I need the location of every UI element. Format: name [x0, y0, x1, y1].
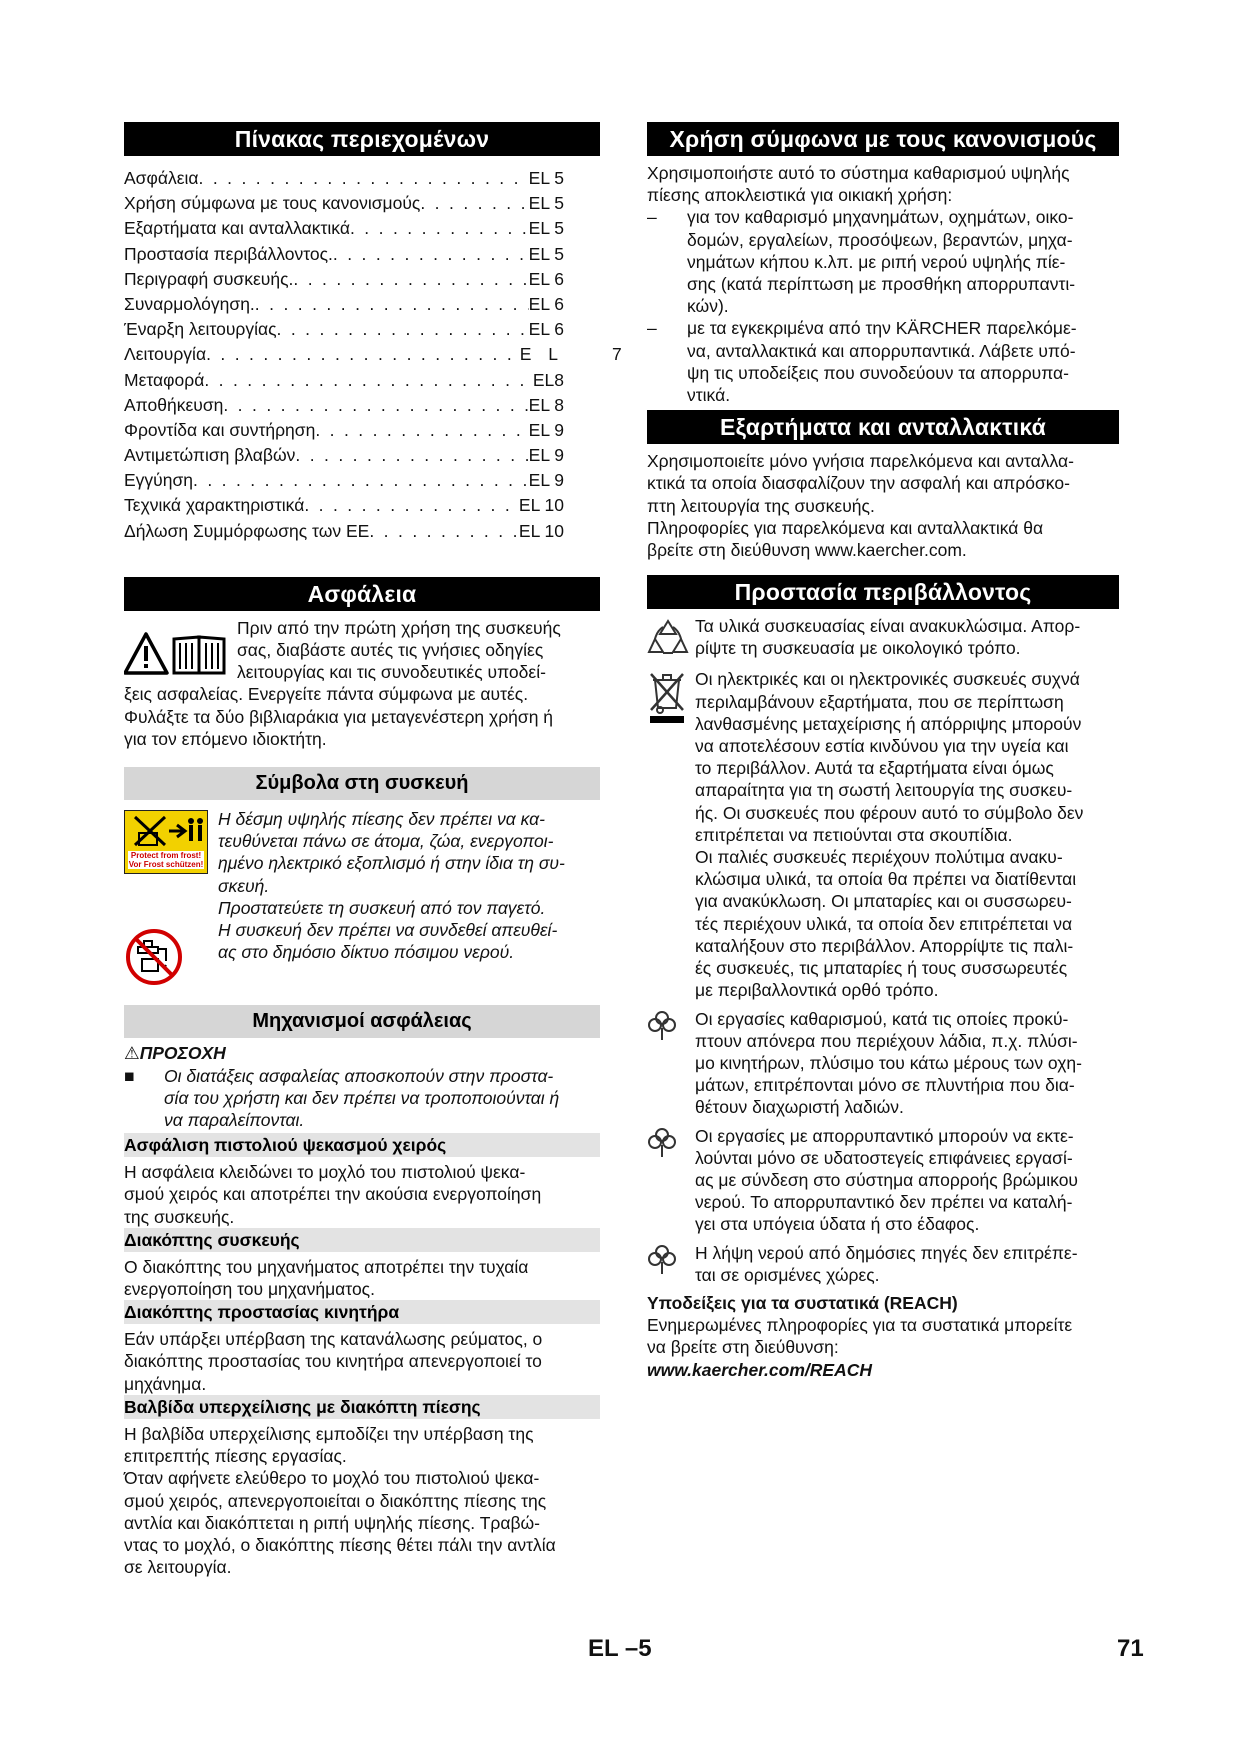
reach-title: Υποδείξεις για τα συστατικά (REACH)	[647, 1292, 958, 1313]
toc-page: EL 6	[528, 319, 564, 340]
symbols-section	[124, 808, 600, 963]
frost-label: Vor Frost schützen!	[128, 860, 204, 870]
toc-leader	[295, 443, 528, 468]
body-line: ντας το μοχλό, ο διακόπτης πίεσης θέτει πάλι την αντλία	[124, 1534, 556, 1555]
caution-line: σία του χρήστη και δεν πρέπει να τροποποιούνται ή	[164, 1087, 560, 1108]
subsection-body	[124, 1328, 600, 1395]
symbol-line: ας στο δημόσιο δίκτυο πόσιμου νερού.	[218, 942, 515, 963]
subsection-heading: Ασφάλιση πιστολιού ψεκασμού χειρός	[124, 1133, 600, 1157]
body-line: να αποτελέσουν εστία κινδύνου για την υγεία και	[695, 736, 1069, 757]
toc-leader	[293, 267, 528, 292]
body-line: τές περιέχουν υλικά, τα οποία δεν επιτρέπεται να	[695, 913, 1073, 934]
footer-section: EL	[588, 1635, 619, 1662]
toc-leader	[277, 317, 529, 342]
toc-row[interactable]	[124, 393, 564, 418]
toc-title: Ασφάλεια	[124, 168, 199, 188]
body-line: ται σε ορισμένες χώρες.	[695, 1264, 880, 1285]
toc-title: Εγγύηση	[124, 470, 194, 491]
toc-title: Δήλωση Συμμόρφωσης των ΕΕ	[124, 520, 370, 541]
env-paragraph	[647, 615, 1123, 664]
toc-row[interactable]	[124, 191, 564, 216]
body-line: μο κινητήρων, πλύσιμο του κάτω μέρους των οχη-	[695, 1052, 1082, 1073]
dash-item	[647, 206, 1123, 228]
subsection-heading: Βαλβίδα υπερχείλισης με διακόπτη πίεσης	[124, 1395, 600, 1419]
body-line: σμού χειρός, απενεργοποιείται ο διακόπτης πίεσης της	[124, 1490, 547, 1511]
toc-page: EL 5	[528, 218, 564, 239]
symbols-heading: Σύμβολα στη συσκευή	[124, 767, 600, 800]
footer-sep: –	[624, 1635, 639, 1662]
body-line: Η βαλβίδα υπερχείλισης εμποδίζει την υπέρβαση της	[124, 1423, 534, 1444]
warning-triangle-icon	[124, 631, 232, 677]
toc-title: Συναρμολόγηση.	[124, 293, 255, 314]
body-line: νημάτων κήπου κ.λπ. με ριπή νερού υψηλής πίε-	[687, 251, 1066, 272]
body-line: Οι ηλεκτρικές και οι ηλεκτρονικές συσκευές συχνά	[695, 669, 1080, 690]
environment-body	[647, 615, 1123, 1381]
body-line: κών).	[687, 296, 729, 317]
intro-line: λειτουργίας και τις συνοδευτικές υποδεί-	[237, 662, 546, 683]
toc-row[interactable]	[124, 519, 564, 544]
toc-page-number: 7	[612, 344, 622, 365]
toc-title: Αποθήκευση	[124, 394, 224, 415]
safety-heading: Ασφάλεια	[124, 577, 600, 611]
environment-heading: Προστασία περιβάλλοντος	[647, 575, 1119, 609]
caution-item	[124, 1065, 600, 1132]
toc-page: EL 5	[528, 193, 564, 214]
toc-page: EL8	[532, 369, 564, 390]
body-line: για τον καθαρισμό μηχανημάτων, οχημάτων, οικο-	[687, 207, 1074, 228]
body-line: Εάν υπάρξει υπέρβαση της κατανάλωσης ρεύματος, ο	[124, 1329, 543, 1350]
safety-intro	[124, 617, 600, 750]
toc-page: EL 8	[528, 394, 564, 415]
toc-title: Χρήση σύμφωνα με τους κανονισμούς	[124, 193, 421, 214]
body-line: Η ασφάλεια κλειδώνει το μοχλό του πιστολιού ψεκα-	[124, 1162, 526, 1183]
body-line: μηχάνημα.	[124, 1373, 207, 1394]
body-line: Η λήψη νερού από δημόσιες πηγές δεν επιτρέπε-	[695, 1242, 1078, 1263]
toc-leader	[333, 242, 529, 267]
toc-title: Έναρξη λειτουργίας	[124, 319, 277, 340]
toc-leader	[206, 342, 520, 367]
toc-page: EL 9	[528, 445, 564, 466]
body-line: γει στα υπόγεια ύδατα ή στο έδαφος.	[695, 1214, 980, 1235]
body-line: με τα εγκεκριμένα από την KÄRCHER παρελκόμε-	[687, 318, 1077, 339]
left-column	[124, 122, 622, 1578]
toc-heading: Πίνακας περιεχομένων	[124, 122, 600, 156]
symbol-line: ημένο ηλεκτρικό εξοπλισμό ή στην ίδια τη συ-	[218, 853, 565, 874]
body-line: Οι εργασίες με απορρυπαντικό μπορούν να εκτε-	[695, 1125, 1074, 1146]
body-line: της συσκευής.	[124, 1206, 235, 1227]
accessories-body	[647, 450, 1123, 561]
toc-row[interactable]	[124, 418, 564, 443]
caution-line: να παραλείπονται.	[164, 1110, 305, 1131]
toc-leader	[204, 368, 533, 393]
subsection-body	[124, 1423, 600, 1578]
body-line: ές συσκευές, τις μπαταρίες ή τους συσσωρευτές	[695, 958, 1068, 979]
toc-title: Προστασία περιβάλλοντος.	[124, 243, 333, 264]
toc-page: EL 9	[528, 419, 564, 440]
footer-section-page-number: 5	[638, 1635, 652, 1662]
toc-leader	[350, 216, 529, 241]
intended-use-body	[647, 162, 1123, 406]
intro-line: ξεις ασφαλείας. Ενεργείτε πάντα σύμφωνα με αυτές.	[124, 684, 529, 705]
intro-line: για τον επόμενο ιδιοκτήτη.	[124, 728, 327, 749]
body-line: βρείτε στη διεύθυνση www.kaercher.com.	[647, 540, 967, 561]
env-paragraph	[647, 1242, 1123, 1286]
body-line: περιλαμβάνουν εξαρτήματα, που σε περίπτωση	[695, 691, 1064, 712]
weee-bin-icon	[647, 668, 695, 1001]
toc-row[interactable]	[124, 443, 564, 468]
reach-link[interactable]: www.kaercher.com/REACH	[647, 1359, 872, 1380]
toc-title: Εξαρτήματα και ανταλλακτικά	[124, 218, 350, 239]
body-line: πίεσης αποκλειστικά για οικιακή χρήση:	[647, 185, 953, 206]
toc-title: Λειτουργία	[124, 344, 207, 365]
toc-page: EL 10	[518, 495, 564, 516]
toc-row[interactable]	[124, 317, 564, 342]
body-line: καταλήξουν στο περιβάλλον. Απορρίψτε τις παλι-	[695, 935, 1074, 956]
body-line: το περιβάλλον. Αυτά τα εξαρτήματα είναι όμως	[695, 758, 1054, 779]
body-line: σε λειτουργία.	[124, 1557, 232, 1578]
clover-icon	[647, 1125, 695, 1236]
subsection-body	[124, 1256, 600, 1300]
env-paragraph	[647, 1125, 1123, 1236]
clover-icon	[647, 1242, 695, 1286]
body-line: κλώσιμα υλικά, τα οποία θα πρέπει να διατίθενται	[695, 869, 1077, 890]
reach-block	[647, 1292, 1123, 1381]
toc-row[interactable]	[124, 216, 564, 241]
footer-section-page	[588, 1635, 652, 1662]
toc-row[interactable]	[124, 166, 564, 191]
body-line: θέτουν διαχωριστή λαδιών.	[695, 1097, 904, 1118]
body-line: Πληροφορίες για παρελκόμενα και ανταλλακτικά θα	[647, 517, 1044, 538]
body-line: ντικά.	[687, 385, 731, 406]
intro-line: Πριν από την πρώτη χρήση της συσκευής	[237, 617, 561, 638]
body-line: επιτρεπτής πίεσης εργασίας.	[124, 1446, 347, 1467]
clover-icon	[647, 1008, 695, 1119]
toc-page: EL 6	[528, 268, 564, 289]
subsection-body	[124, 1161, 600, 1228]
warning-and-manual-icons	[124, 631, 232, 677]
toc-leader	[193, 468, 529, 493]
symbol-line: σκευή.	[218, 875, 270, 896]
frost-label: Protect from frost!	[130, 851, 202, 861]
dash-bullet: –	[647, 207, 657, 228]
toc-title: Τεχνικά χαρακτηριστικά	[124, 495, 305, 516]
body-line: πτη λειτουργία της συσκευής.	[647, 495, 875, 516]
symbol-line: Προστατεύετε τη συσκευή από τον παγετό.	[218, 897, 546, 918]
body-line: ας με σύνδεση στο σύστημα απορροής βρώμικου	[695, 1169, 1079, 1190]
toc-row[interactable]	[124, 368, 564, 393]
body-line: επιτρέπεται να πετιούνται στα σκουπίδια.	[695, 824, 1013, 845]
symbol-2	[124, 919, 600, 963]
manual-book-icon	[174, 637, 224, 673]
toc-leader	[199, 166, 529, 191]
dash-bullet: –	[647, 318, 657, 339]
body-line: σης (κατά περίπτωση με προσθήκη απορρυπαντι-	[687, 274, 1076, 295]
toc-page: EL 5	[528, 168, 564, 188]
subsection-heading: Διακόπτης συσκευής	[124, 1228, 600, 1252]
body-line: Ενημερωμένες πληροφορίες για τα συστατικά μπορείτε	[647, 1315, 1073, 1336]
accessories-heading: Εξαρτήματα και ανταλλακτικά	[647, 410, 1119, 444]
body-line: πτουν απόνερα που περιέχουν λάδια, π.χ. πλύσι-	[695, 1030, 1078, 1051]
toc-page: EL 5	[528, 243, 564, 264]
body-line: νερού. Το απορρυπαντικό δεν πρέπει να καταλή-	[695, 1192, 1073, 1213]
right-column	[647, 122, 1123, 1381]
caution-label: ⚠ΠΡΟΣΟΧΗ	[124, 1043, 226, 1064]
body-line: διακόπτης προστασίας του κινητήρα απενεργοποιεί το	[124, 1351, 542, 1372]
body-line: δομών, εργαλείων, προσόψεων, βεραντών, μηχα-	[687, 229, 1073, 250]
toc-page: EL 10	[518, 520, 564, 541]
no-drinking-water-connection-icon	[124, 927, 184, 987]
table-of-contents	[124, 166, 622, 544]
env-paragraph	[647, 1008, 1123, 1119]
toc-title: Περιγραφή συσκευής.	[124, 268, 294, 289]
intended-use-heading: Χρήση σύμφωνα με τους κανονισμούς	[647, 122, 1119, 156]
body-line: Ο διακόπτης του μηχανήματος αποτρέπει την τυχαία	[124, 1256, 529, 1277]
dash-item	[647, 317, 1123, 339]
toc-row[interactable]	[124, 292, 564, 317]
toc-page: E L	[519, 344, 564, 365]
body-line: σμού χειρός και αποτρέπει την ακούσια ενεργοποίηση	[124, 1184, 542, 1205]
body-line: Οι παλιές συσκευές περιέχουν πολύτιμα ανακυ-	[695, 847, 1063, 868]
toc-row[interactable]	[124, 468, 564, 493]
caution-line: Οι διατάξεις ασφαλείας αποσκοπούν στην προστα-	[164, 1065, 554, 1086]
intro-line: σας, διαβάστε αυτές τις γνήσιες οδηγίες	[237, 640, 544, 661]
toc-title: Φροντίδα και συντήρηση	[124, 419, 316, 440]
body-line: αντλία και διακόπτεται η ριπή υψηλής πίεσης. Τραβώ-	[124, 1512, 541, 1533]
recycle-icon	[647, 615, 695, 664]
page-number: 71	[1117, 1635, 1144, 1662]
intro-line: Φυλάξτε τα δύο βιβλιαράκια για μεταγενέστερη χρήση ή	[124, 706, 554, 727]
toc-row[interactable]	[124, 242, 564, 267]
toc-leader	[420, 191, 528, 216]
toc-leader	[315, 418, 528, 443]
body-line: Όταν αφήνετε ελεύθερο το μοχλό του πιστολιού ψεκα-	[124, 1468, 540, 1489]
body-line: μάτων, επιτρέπονται μόνο σε πλυντήρια που δια-	[695, 1075, 1075, 1096]
toc-row[interactable]	[124, 493, 564, 518]
high-pressure-warning-icon	[124, 810, 208, 874]
body-line: Οι εργασίες καθαρισμού, κατά τις οποίες προκύ-	[695, 1008, 1069, 1029]
symbol-line: τευθύνεται πάνω σε άτομα, ζώα, ενεργοποι-	[218, 831, 554, 852]
symbol-2-text	[124, 919, 600, 963]
body-line: ενεργοποίηση του μηχανήματος.	[124, 1279, 375, 1300]
body-line: ψη τις υποδείξεις που συνοδεύουν τα απορρυπα-	[687, 362, 1069, 383]
toc-row[interactable]	[124, 267, 564, 292]
caution-block	[124, 1042, 600, 1131]
body-line: με περιβαλλοντικά ορθό τρόπο.	[695, 980, 939, 1001]
body-line: Χρησιμοποιήστε αυτό το σύστημα καθαρισμού υψηλής	[647, 163, 1070, 183]
body-line: κτικά τα οποία διασφαλίζουν την ασφαλή και απρόσκο-	[647, 473, 1070, 494]
env-paragraph	[647, 668, 1123, 1001]
body-line: λούνται μόνο σε υδατοστεγείς επιφάνειες εργασί-	[695, 1147, 1073, 1168]
body-line: ρίψτε τη συσκευασία με οικολογικό τρόπο.	[695, 638, 1021, 659]
symbol-line: Η συσκευή δεν πρέπει να συνδεθεί απευθεί-	[218, 920, 558, 941]
toc-page: EL 9	[528, 470, 564, 491]
body-line: ής. Οι συσκευές που φέρουν αυτό το σύμβολο δεν	[695, 802, 1084, 823]
body-line: να βρείτε στη διεύθυνση:	[647, 1337, 839, 1358]
bullet-square-icon: ■	[124, 1065, 135, 1086]
body-line: Τα υλικά συσκευασίας είναι ανακυκλώσιμα. Απορ-	[695, 616, 1081, 637]
body-line: Χρησιμοποιείτε μόνο γνήσια παρελκόμενα και ανταλλα-	[647, 451, 1074, 472]
toc-leader	[304, 493, 519, 518]
symbol-line: Η δέσμη υψηλής πίεσης δεν πρέπει να κα-	[218, 809, 545, 830]
subsection-heading: Διακόπτης προστασίας κινητήρα	[124, 1300, 600, 1324]
body-line: λανθασμένης μεταχείρισης ή απόρριψης μπορούν	[695, 713, 1082, 734]
toc-leader	[255, 292, 529, 317]
body-line: απαραίτητα για τη σωστή λειτουργία της συσκευ-	[695, 780, 1073, 801]
toc-title: Μεταφορά	[124, 369, 205, 390]
body-line: για ανακύκλωση. Οι μπαταρίες και οι συσσωρευ-	[695, 891, 1072, 912]
toc-page: EL 6	[528, 293, 564, 314]
mechanisms-heading: Μηχανισμοί ασφάλειας	[124, 1005, 600, 1038]
toc-row[interactable]	[124, 342, 622, 367]
toc-leader	[369, 519, 519, 544]
toc-leader	[223, 393, 528, 418]
body-line: να, ανταλλακτικά και απορρυπαντικά. Λάβετε υπό-	[687, 340, 1076, 361]
toc-title: Αντιμετώπιση βλαβών	[124, 445, 296, 466]
